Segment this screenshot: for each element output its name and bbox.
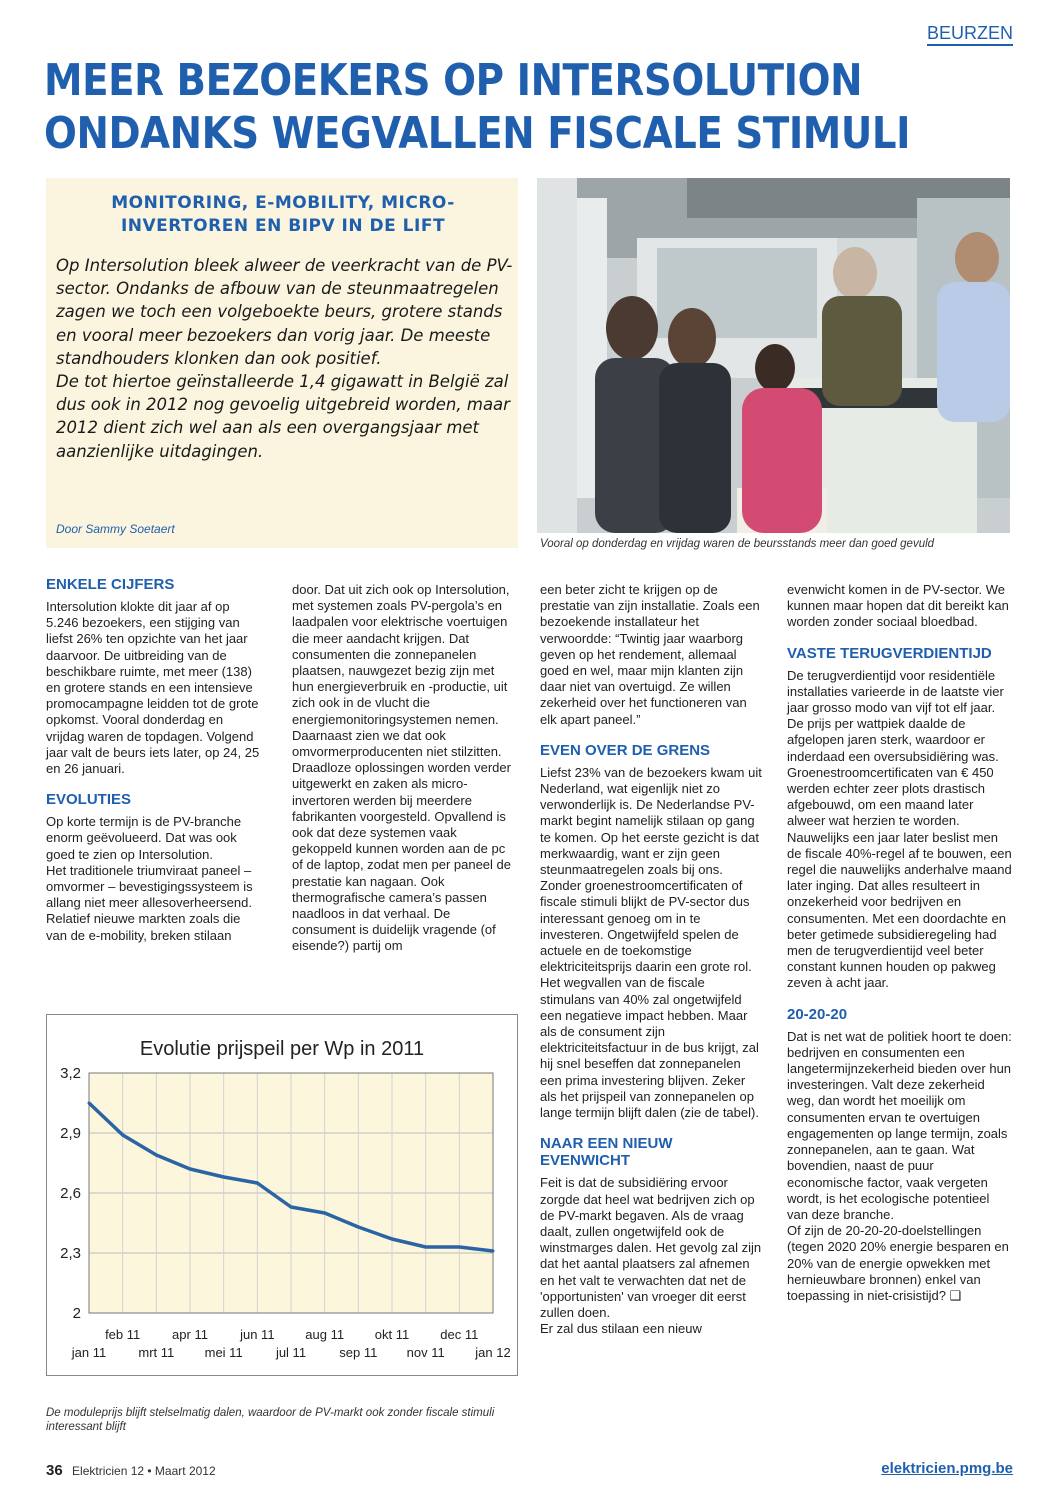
section-20-20-20 bbox=[787, 1006, 1013, 1304]
section-heading: VASTE TERUGVERDIENTIJD bbox=[787, 644, 992, 662]
data-point bbox=[88, 1102, 91, 1105]
article-headline bbox=[44, 54, 915, 160]
section-heading: EVOLUTIES bbox=[46, 791, 132, 809]
chart-caption: De moduleprijs blijft stelselmatig dalen, waardoor de PV-markt ook zonder fiscale stimuli interessant blijft bbox=[46, 1407, 495, 1433]
section-enkele-cijfers bbox=[46, 576, 264, 777]
column-3 bbox=[540, 582, 762, 1351]
paragraph: De terugverdientijd voor residentiële installaties varieerde in de laatste vier jaar grosso modo van vijf tot elf jaar. De prijs per wattpiek daalde de afgelopen jaren sterk, waardoor er inderdaad een oversubsidiëring was. Groenestroomcertificaten van € 450 werden echter zeer plots drastisch afgebouwd, om een maand later alweer wat herzien te worden. Nauwelijks een jaar later beslist men de fiscale 40%-regel af te bouwen, een regel die nauwelijks anderhalve maand later inging. Dat alles resulteert in onzekerheid voor bedrijven en consumenten. Met een doordachte en beter getimede subsidieregeling had men de terugverdientijd veel beter constant kunnen houden op pakweg zeven à acht jaar. bbox=[787, 667, 1012, 991]
section-heading: 20-20-20 bbox=[787, 1005, 848, 1023]
y-tick-label: 2,9 bbox=[60, 1125, 81, 1142]
photo-caption: Vooral op donderdag en vrijdag waren de beursstands meer dan goed gevuld bbox=[540, 538, 935, 550]
headline-line-2: ONDANKS WEGVALLEN FISCALE STIMULI bbox=[44, 108, 911, 159]
headline-line-1: MEER BEZOEKERS OP INTERSOLUTION bbox=[44, 55, 863, 106]
article-subhead: MONITORING, E-MOBILITY, MICRO-INVERTOREN EN BIPV IN DE LIFT bbox=[111, 193, 455, 236]
site-link[interactable]: elektricien.pmg.be bbox=[881, 1460, 1013, 1477]
issue-info: Elektricien 12 • Maart 2012 bbox=[72, 1464, 216, 1478]
section-heading: ENKELE CIJFERS bbox=[46, 576, 175, 593]
x-tick-label: apr 11 bbox=[172, 1327, 208, 1342]
paragraph: Op korte termijn is de PV-branche enorm geëvolueerd. Dat was ook goed te zien op Intersolution. Het traditionele triumviraat paneel – omvormer – bevestigingssysteem is allang niet meer allesoverheersend. Relatief nieuwe markten zoals die van de e-mobility, breken stilaan bbox=[46, 814, 253, 943]
paragraph: evenwicht komen in de PV-sector. We kunnen maar hopen dat dit bereikt kan worden zonder sociaal bloedbad. bbox=[787, 582, 1009, 630]
y-tick-label: 2 bbox=[72, 1305, 81, 1322]
data-point bbox=[323, 1212, 326, 1215]
x-tick-label: mrt 11 bbox=[138, 1345, 175, 1360]
x-tick-label: sep 11 bbox=[339, 1345, 378, 1360]
y-tick-label: 2,3 bbox=[60, 1245, 81, 1262]
data-point bbox=[256, 1182, 259, 1185]
x-tick-label: jul 11 bbox=[275, 1345, 307, 1360]
x-tick-label: nov 11 bbox=[406, 1345, 445, 1360]
y-tick-label: 3,2 bbox=[60, 1065, 81, 1082]
data-point bbox=[492, 1250, 495, 1253]
section-label: BEURZEN bbox=[927, 22, 1013, 46]
paragraph: Feit is dat de subsidiëring ervoor zorgde dat heel wat bedrijven zich op de PV-markt begaven. Als de vraag daalt, zullen ongetwijfeld ook de winstmarges dalen. Het gevolg zal zijn dat het aantal plaatsers zal afnemen en het valt te verwachten dat net de 'opportunisten' van vroeger dit eerst zullen doen. Er zal dus stilaan een nieuw bbox=[540, 1175, 762, 1337]
data-point bbox=[155, 1154, 158, 1157]
trade-fair-photo bbox=[537, 178, 1010, 533]
x-tick-label: mei 11 bbox=[204, 1345, 243, 1360]
byline: Door Sammy Soetaert bbox=[56, 522, 175, 536]
section-even-over-de-grens bbox=[540, 742, 762, 1121]
photo-illustration bbox=[537, 178, 1010, 533]
price-chart-svg bbox=[47, 1015, 517, 1375]
data-point bbox=[222, 1176, 225, 1179]
section-heading: NAAR EEN NIEUW EVENWICHT bbox=[540, 1135, 673, 1170]
column-2 bbox=[292, 582, 512, 955]
x-tick-label: feb 11 bbox=[105, 1327, 141, 1342]
paragraph: Dat is net wat de politiek hoort te doen: bedrijven en consumenten een langetermijnzekerheid bieden over hun investeringen. Valt deze zekerheid weg, dan wordt het moeilijk om consumenten ervan te overtuigen engagementen op lange termijn, zoals zonnepanelen, aan te gaan. Wat bovendien, naast de puur economische factor, vaak vergeten wordt, is het ecologische potentieel van deze branche. Of zijn de 20-20-20-doelstellingen (tegen 2020 20% energie besparen en 20% van de energie opwekken met hernieuwbare bronnen) enkel van toepassing in niet-crisistijd? ❑ bbox=[787, 1028, 1012, 1303]
intro-paragraph: Op Intersolution bleek alweer de veerkracht van de PV-sector. Ondanks de afbouw van de steunmaatregelen zagen we toch een volgeboekte beurs, grotere stands en vooral meer bezoekers dan vorig jaar. De meeste standhouders klonken dan ook positief. De tot hiertoe geïnstalleerde 1,4 gigawatt in België zal dus ook in 2012 nog gevoelig uitgebreid worden, maar 2012 dient zich wel aan als een overgangsjaar met aanzienlijke uitdagingen. bbox=[56, 256, 513, 461]
data-point bbox=[391, 1238, 394, 1241]
section-vaste-terugverdientijd bbox=[787, 645, 1013, 992]
x-tick-label: jan 11 bbox=[71, 1345, 107, 1360]
x-tick-label: jun 11 bbox=[240, 1327, 275, 1342]
paragraph: Liefst 23% van de bezoekers kwam uit Nederland, wat eigenlijk niet zo verwonderlijk is. De Nederlandse PV-markt begint namelijk stilaan op gang te komen. Op het eerste gezicht is dat merkwaardig, want er zijn geen steunmaatregelen zoals bij ons. Zonder groenestroomcertificaten of fiscale stimuli blijkt de PV-sector dus interessant genoeg om in te investeren. Ongetwijfeld spelen de actuele en de toekomstige elektriciteitsprijs daarin een grote rol. Het wegvallen van de fiscale stimulans van 40% zal ongetwijfeld een negatieve impact hebben. Maar als de consument zijn elektriciteitsfactuur in de bus krijgt, zal hij snel beseffen dat zonnepanelen een prima investering blijven. Zeker als het prijspeil van zonnepanelen op lange termijn blijft dalen (zie de tabel). bbox=[540, 764, 762, 1121]
paragraph-block bbox=[540, 582, 762, 728]
footer-issue bbox=[46, 1462, 216, 1479]
data-point bbox=[458, 1246, 461, 1249]
y-tick-label: 2,6 bbox=[60, 1185, 81, 1202]
column-4 bbox=[787, 582, 1013, 1318]
paragraph-block bbox=[787, 582, 1013, 631]
section-nieuw-evenwicht bbox=[540, 1135, 762, 1337]
data-point bbox=[290, 1206, 293, 1209]
x-tick-label: okt 11 bbox=[374, 1327, 410, 1342]
paragraph: een beter zicht te krijgen op de prestatie van zijn installatie. Zoals een bezoekende installateur het verwoordde: “Twintig jaar waarborg geven op het rendement, allemaal goed en wel, maar mijn klanten zijn daar niet van overtuigd. Ze willen zekerheid over het functioneren van elk apart paneel.” bbox=[540, 582, 760, 727]
data-point bbox=[357, 1226, 360, 1229]
page-number: 36 bbox=[46, 1462, 63, 1479]
data-point bbox=[121, 1134, 124, 1137]
x-tick-label: jan 12 bbox=[475, 1345, 511, 1360]
chart-title: Evolutie prijspeil per Wp in 2011 bbox=[139, 1038, 425, 1060]
section-evoluties bbox=[46, 791, 264, 944]
section-heading: EVEN OVER DE GRENS bbox=[540, 741, 711, 759]
price-chart bbox=[46, 1014, 518, 1376]
paragraph: Intersolution klokte dit jaar af op 5.246 bezoekers, een stijging van liefst 26% ten opzichte van het jaar daarvoor. De uitbreiding van de beschikbare ruimte, met meer (138) en grotere stands en een intensieve promocampagne leidden tot de grote opkomst. Vooral donderdag en vrijdag waren de topdagen. Volgend jaar valt de beurs iets later, op 24, 25 en 26 januari. bbox=[46, 599, 260, 777]
paragraph: door. Dat uit zich ook op Intersolution, met systemen zoals PV-pergola’s en laadpalen voor elektrische voertuigen die meer aandacht krijgen. Dat consumenten die zonnepanelen plaatsen, nauwgezet bezig zijn met hun energieverbruik en -productie, uit zich ook in de vlucht die energiemonitoringsystemen nemen. Daarnaast zien we dat ook omvormerproducenten niet stilzitten. Draadloze oplossingen worden verder uitgewerkt en zaken als micro-invertoren werden bij meerdere fabrikanten voorgesteld. Opvallend is ook dat deze systemen vaak gekoppeld kunnen worden aan de pc of de laptop, zodat men per paneel de prestatie kan nagaan. Ook thermografische camera’s passen naadloos in dat verhaal. De consument is duidelijk vragende (of eisende?) partij om bbox=[292, 582, 511, 954]
x-tick-label: aug 11 bbox=[305, 1327, 345, 1342]
x-tick-label: dec 11 bbox=[440, 1327, 479, 1342]
column-1 bbox=[46, 576, 264, 958]
data-point bbox=[424, 1246, 427, 1249]
data-point bbox=[189, 1168, 192, 1171]
